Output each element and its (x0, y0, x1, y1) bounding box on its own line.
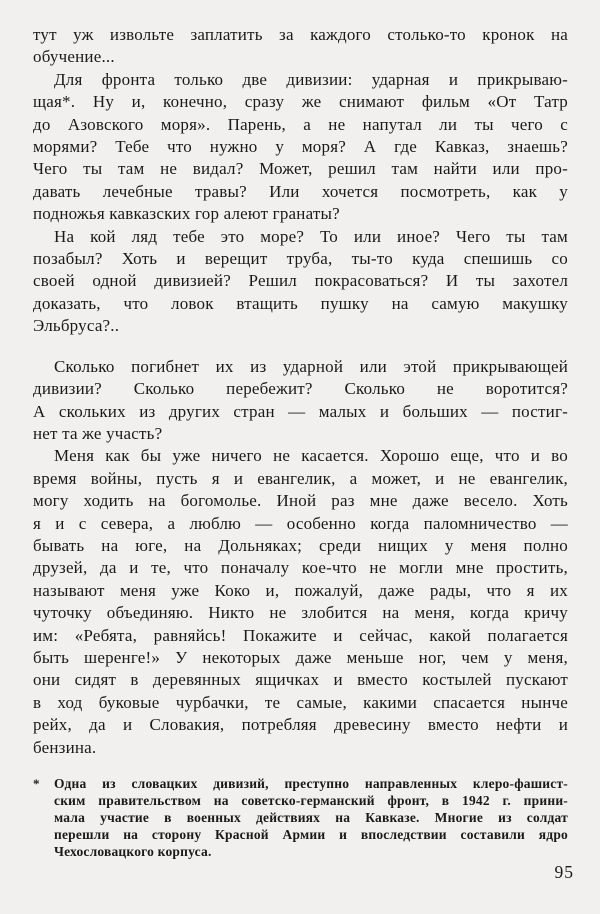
paragraph-4 (33, 356, 568, 446)
text-line: время войны, пусть я и евангелик, а может, и не евангелик, (33, 468, 568, 488)
text-line: морями? Тебе что нужно у моря? А где Кавказ, знаешь? (33, 137, 568, 157)
paragraph-3 (33, 226, 568, 338)
text-line: бывать на юге, на Дольняках; среди нищих у меня полно (33, 535, 568, 555)
text-line: Для фронта только две дивизии: ударная и прикрываю- (54, 69, 568, 89)
footnote-text (54, 775, 568, 860)
footnote-line: перешли на сторону Красной Армии и впоследствии составили ядро (54, 827, 568, 842)
text-line: Чего ты там не видал? Может, решил там найти или про- (33, 159, 568, 179)
text-line: называют меня уже Коко и, пожалуй, даже рады, что я их (33, 580, 568, 600)
text-line: Меня как бы уже ничего не касается. Хорошо еще, что и во (54, 446, 568, 466)
text-line: чуточку объединяю. Никто не злобится на меня, когда кричу (33, 603, 568, 623)
text-line: Эльбруса?.. (33, 316, 120, 336)
text-line: быть шеренге!» У некоторых даже меньше ног, чем у меня, (33, 647, 568, 667)
text-line: тут уж извольте заплатить за каждого столько-то кронок на (33, 25, 568, 44)
text-line: щая*. Ну и, конечно, сразу же снимают фильм «От Татр (33, 92, 568, 112)
text-line: в ход буковые чурбачки, те самые, какими спасается нынче (33, 692, 568, 712)
footnote-line: Чехословацкого корпуса. (54, 844, 212, 859)
text-line: Сколько погибнет их из ударной или этой прикрывающей (54, 356, 568, 376)
paragraph-2 (33, 69, 568, 226)
paragraph-1 (33, 24, 568, 69)
text-line: доказать, что ловок втащить пушку на самую макушку (33, 293, 568, 313)
text-line: подножья кавказских гор алеют гранаты? (33, 204, 340, 224)
footnote-asterisk-marker: * (33, 776, 40, 791)
footnote-line: Одна из словацких дивизий, преступно направленных клеро-фашист- (54, 776, 568, 791)
text-line: друзей, да и те, что поначалу кое-что не могли мне простить, (33, 558, 568, 578)
text-line: На кой ляд тебе это море? То или иное? Чего ты там (54, 226, 568, 246)
page-body-text (33, 24, 568, 759)
footnote-line: мала участие в военных действиях на Кавказе. Многие из солдат (54, 810, 568, 825)
text-line: давать лечебные травы? Или хочется посмотреть, как у (33, 181, 568, 201)
text-line: А скольких из других стран — малых и больших — постиг- (33, 401, 568, 421)
text-line: позабыл? Хоть и верещит труба, ты-то куда спешишь со (33, 249, 568, 269)
page-number: 95 (554, 862, 574, 882)
text-line: могу ходить на богомолье. Иной раз мне даже весело. Хоть (33, 491, 568, 511)
text-line: им: «Ребята, равняйсь! Покажите и сейчас, какой полагается (33, 625, 568, 645)
text-line: дивизии? Сколько перебежит? Сколько не воротится? (33, 379, 568, 399)
text-line: до Азовского моря». Парень, а не напутал ли ты чего с (33, 114, 568, 134)
text-line: рейх, да и Словакия, потребляя древесину вместо нефти и (33, 715, 568, 735)
text-line: они сидят в деревянных ящичках и вместо костылей пускают (33, 670, 568, 690)
text-line: я и с севера, а люблю — особенно когда паломничество — (33, 513, 568, 533)
footnote (33, 775, 568, 860)
text-line: обучение... (33, 47, 115, 67)
text-line: бензина. (33, 737, 97, 757)
text-line: своей одной дивизией? Решил покрасоваться? И ты захотел (33, 271, 568, 291)
paragraph-5 (33, 445, 568, 759)
text-line: нет та же участь? (33, 423, 163, 443)
footnote-line: ским правительством на советско-германский фронт, в 1942 г. прини- (54, 793, 568, 808)
